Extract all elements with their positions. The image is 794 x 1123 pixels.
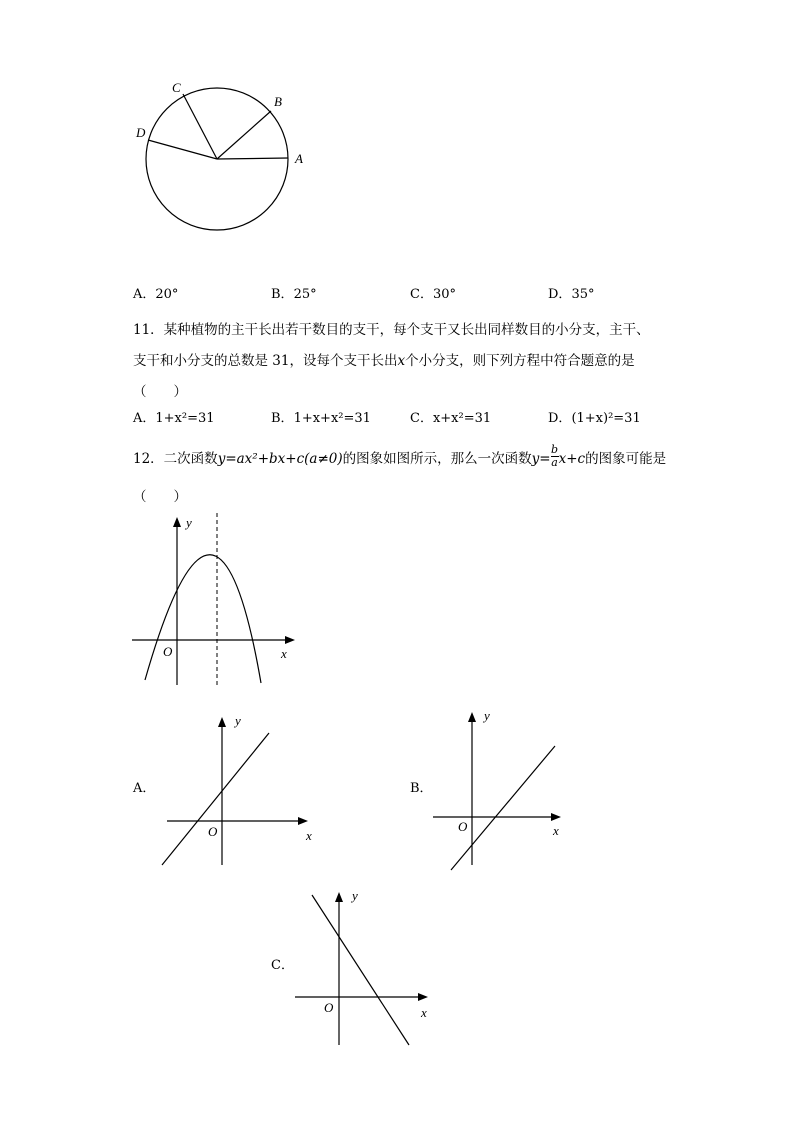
label-c: C <box>172 80 181 95</box>
x-label: x <box>421 1005 427 1020</box>
radius-b <box>217 111 271 159</box>
q11-option-a: A．1+x²=31 <box>133 411 215 426</box>
origin-label: O <box>324 1000 334 1015</box>
q10-option-b: B．25° <box>271 287 317 302</box>
option-c-label: C． <box>271 958 294 973</box>
line-graph <box>162 733 269 865</box>
x-axis-arrow <box>551 813 561 821</box>
q10-option-c: C．30° <box>410 287 456 302</box>
label-b: B <box>274 94 282 109</box>
y-axis-arrow <box>468 712 476 722</box>
x-axis-arrow <box>285 636 295 644</box>
x-label: x <box>553 823 559 838</box>
q11-option-d: D．(1+x)²=31 <box>548 411 641 426</box>
option-c-graph <box>290 880 450 1055</box>
origin-label: O <box>163 644 173 659</box>
option-b-graph <box>428 700 598 875</box>
q10-option-d: D．35° <box>548 287 595 302</box>
radius-a <box>217 158 288 159</box>
q11-option-b: B．1+x+x²=31 <box>271 411 371 426</box>
option-a-graph <box>155 705 325 875</box>
x-label: x <box>306 828 312 843</box>
x-axis-arrow <box>418 993 428 1001</box>
q10-option-a: A．20° <box>133 287 179 302</box>
y-axis-arrow <box>173 517 181 527</box>
q11-line-2: 支干和小分支的总数是 31，设每个支干长出x个小分支，则下列方程中符合题意的是 <box>133 353 635 369</box>
parabola-graph <box>125 505 305 690</box>
label-d: D <box>136 125 146 140</box>
q11-line-1: 11．某种植物的主干长出若干数目的支干，每个支干又长出同样数目的小分支，主干、 <box>133 322 650 338</box>
q12-bracket: （ ） <box>133 489 187 505</box>
x-label: x <box>281 646 287 661</box>
option-a-label: A． <box>133 781 156 796</box>
x-axis-arrow <box>298 817 308 825</box>
y-axis-arrow <box>218 717 226 727</box>
y-label: y <box>186 515 192 530</box>
circle-figure <box>125 75 325 240</box>
line-graph <box>312 895 409 1045</box>
option-b-label: B． <box>410 781 433 796</box>
q11-bracket: （ ） <box>133 384 187 400</box>
fraction-b-over-a: $\frac{b}{a}$ <box>551 443 559 469</box>
origin-label: O <box>458 819 468 834</box>
y-label: y <box>352 888 358 903</box>
radius-d <box>148 140 217 159</box>
parabola-curve <box>145 555 261 683</box>
q11-option-c: C．x+x²=31 <box>410 411 492 426</box>
y-label: y <box>235 713 241 728</box>
radius-c <box>183 94 217 159</box>
line-graph <box>451 746 555 870</box>
q12-line-1: 12．二次函数y=ax²+bx+c(a≠0)的图象如图所示，那么一次函数y= $\frac{b}{a}$ x+c的图象可能是 <box>133 443 667 469</box>
label-a: A <box>295 151 303 166</box>
y-label: y <box>484 708 490 723</box>
origin-label: O <box>208 824 218 839</box>
y-axis-arrow <box>335 892 343 902</box>
